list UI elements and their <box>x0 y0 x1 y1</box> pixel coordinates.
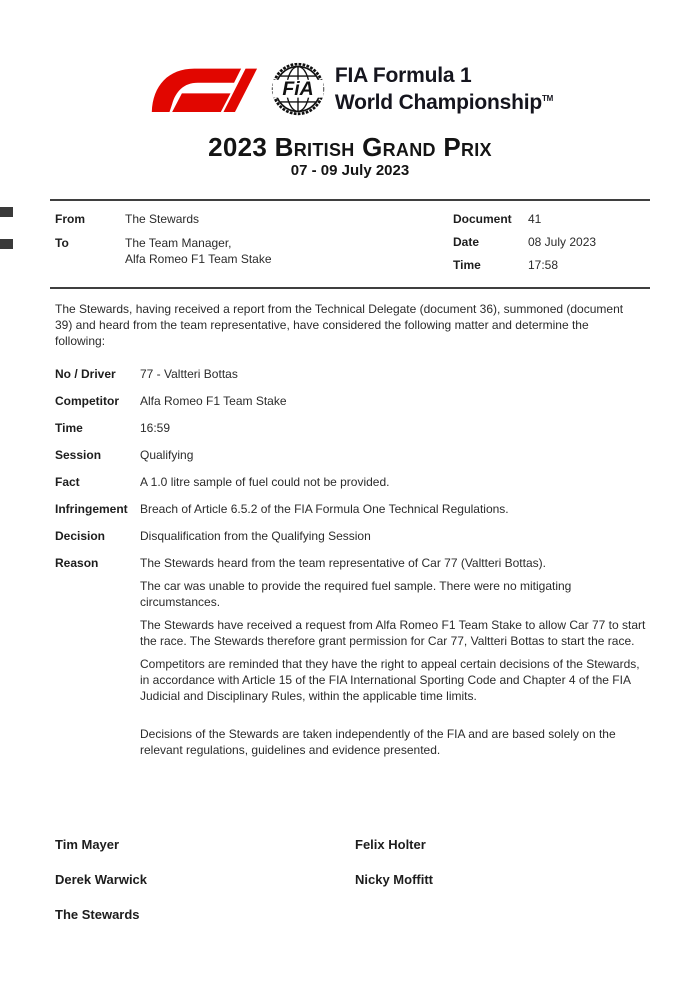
field-row-fact <box>55 474 700 490</box>
f1-logo-icon <box>147 66 261 112</box>
date-value: 08 July 2023 <box>528 235 597 249</box>
signature-name: Nicky Moffitt <box>355 872 433 887</box>
event-title: 2023 British Grand Prix <box>208 132 492 162</box>
time-label: Time <box>453 258 481 272</box>
meta-right-column <box>453 211 596 280</box>
meta-left-column <box>55 211 272 275</box>
field-value: Alfa Romeo F1 Team Stake <box>140 394 287 408</box>
field-value: 16:59 <box>140 421 171 435</box>
field-label: Competitor <box>55 394 119 408</box>
to-value-line1: The Team Manager, <box>125 236 232 250</box>
intro-paragraph: The Stewards, having received a report from the Technical Delegate (document 36), summoned (document 39) and heard from the team representative, have considered the following matter and determine the following: <box>55 302 624 348</box>
reason-paragraph: The car was unable to provide the required fuel sample. There were no mitigating circumstances. <box>140 579 572 609</box>
signatures-block <box>55 837 700 923</box>
field-row-infringement <box>55 501 700 517</box>
meta-row-document <box>453 211 596 227</box>
reason-paragraph: The Stewards heard from the team representative of Car 77 (Valtteri Bottas). <box>140 556 546 570</box>
field-row-reason <box>55 555 700 765</box>
meta-row-time <box>453 257 596 273</box>
brand-line2 <box>335 87 553 114</box>
field-value: Disqualification from the Qualifying Session <box>140 529 371 543</box>
meta-table <box>50 199 650 289</box>
signature-name: Derek Warwick <box>55 872 148 887</box>
field-row-competitor <box>55 393 700 409</box>
brand-line1: FIA Formula 1 <box>334 64 472 87</box>
decision-fields <box>55 366 700 765</box>
date-label: Date <box>453 235 480 249</box>
document-label: Document <box>453 212 512 226</box>
meta-row-date <box>453 234 596 250</box>
document-value: 41 <box>528 212 542 226</box>
to-label: To <box>55 236 69 250</box>
field-value: A 1.0 litre sample of fuel could not be provided. <box>140 475 390 489</box>
time-value: 17:58 <box>528 258 559 272</box>
brand-line2-text: World Championship <box>334 91 542 114</box>
field-value: 77 - Valtteri Bottas <box>140 367 238 381</box>
signature-name: Tim Mayer <box>55 837 120 852</box>
reason-paragraphs <box>140 555 652 765</box>
page-edge-mark <box>0 239 13 249</box>
signature-row <box>55 837 700 853</box>
field-row-no-driver <box>55 366 700 382</box>
field-row-time <box>55 420 700 436</box>
to-value <box>125 235 272 267</box>
independence-note: Decisions of the Stewards are taken independently of the FIA and are based solely on the relevant regulations, guidelines and evidence presented. <box>140 727 616 757</box>
signature-name: The Stewards <box>55 907 140 922</box>
field-label: No / Driver <box>55 367 116 381</box>
field-label: Decision <box>55 529 106 543</box>
brand-title <box>335 64 553 114</box>
reason-paragraph: The Stewards have received a request from Alfa Romeo F1 Team Stake to allow Car 77 to start the race. The Stewards therefore grant permission for Car 77, Valtteri Bottas to start the race. <box>140 618 646 648</box>
field-value: Qualifying <box>140 448 194 462</box>
field-label: Session <box>55 448 102 462</box>
field-label: Infringement <box>55 502 128 516</box>
signature-name: Felix Holter <box>355 837 426 852</box>
event-dates: 07 - 09 July 2023 <box>290 162 410 179</box>
from-value: The Stewards <box>125 212 200 226</box>
field-row-decision <box>55 528 700 544</box>
meta-row-to <box>55 235 272 267</box>
field-value: Breach of Article 6.5.2 of the FIA Formula One Technical Regulations. <box>140 502 509 516</box>
from-label: From <box>55 212 85 226</box>
fia-letters: FiA <box>282 77 314 100</box>
page-edge-mark <box>0 207 13 217</box>
reason-label: Reason <box>55 556 99 570</box>
fia-logo-icon <box>271 62 325 116</box>
to-value-line2: Alfa Romeo F1 Team Stake <box>125 252 272 266</box>
trademark-symbol: TM <box>542 94 554 103</box>
signature-closing <box>55 907 700 923</box>
signature-row <box>55 872 700 888</box>
field-label: Time <box>55 421 83 435</box>
header-brand <box>0 62 700 116</box>
reason-paragraph: Competitors are reminded that they have the right to appeal certain decisions of the Stewards, in accordance with Article 15 of the FIA International Sporting Code and Chapter 4 of the FIA Judicial and Disciplinary Rules, within the applicable time limits. <box>140 657 640 703</box>
meta-row-from <box>55 211 272 227</box>
field-row-session <box>55 447 700 463</box>
field-label: Fact <box>55 475 80 489</box>
